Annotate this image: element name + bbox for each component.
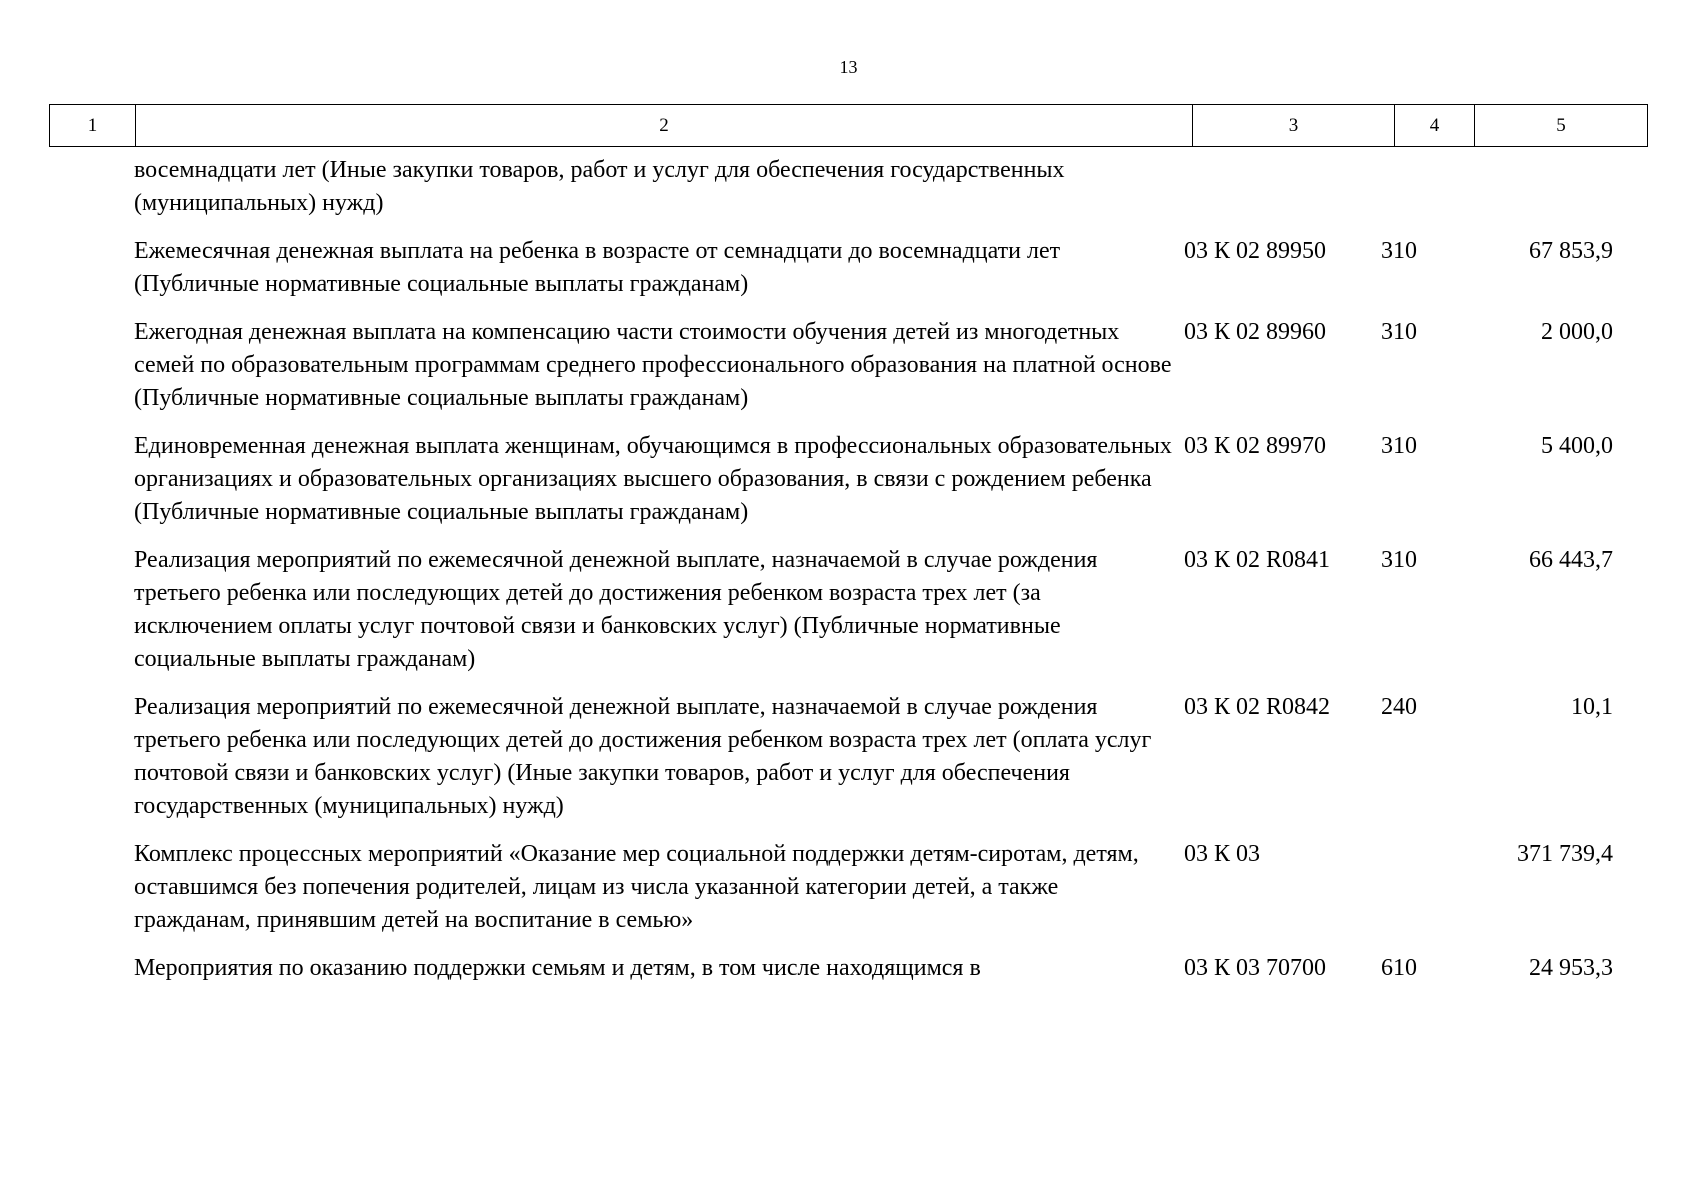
row-code [1177,154,1370,220]
row-type: 610 [1381,955,1417,981]
row-type: 310 [1381,238,1417,264]
row-name: Единовременная денежная выплата женщинам, обучающимся в профессиональных образовательных организациях и образовательных организациях высшего образования, в связи с рождением ребенка (Публичные нормативные социальные выплаты гражданам) [134,433,1172,525]
column-header-4: 4 [1395,105,1475,147]
row-index-cell [49,838,134,937]
page-number: 13 [839,57,858,77]
table-row [49,691,1639,823]
row-name: Ежегодная денежная выплата на компенсацию части стоимости обучения детей из многодетных семей по образовательным программам среднего профессионального образования на платной основе (Публичные нормативные социальные выплаты гражданам) [134,319,1172,411]
row-type: 240 [1381,694,1417,720]
row-amount: 24 953,3 [1529,955,1613,981]
row-amount: 371 739,4 [1517,841,1613,867]
row-code: 03 К 02 89960 [1184,319,1327,345]
table-header [49,104,1648,147]
row-index-cell [49,316,134,415]
table-body [49,154,1639,1000]
row-code: 03 К 02 R0842 [1184,694,1331,720]
column-header-2: 2 [136,105,1193,147]
row-type [1370,154,1438,220]
row-name: Комплекс процессных мероприятий «Оказание мер социальной поддержки детям-сиротам, детям, оставшимся без попечения родителей, лицам из числа указанной категории детей, а также гражданам, принявшим детей на воспитание в семью» [134,841,1139,933]
column-header-1: 1 [50,105,136,147]
row-type: 310 [1381,433,1417,459]
row-name: Ежемесячная денежная выплата на ребенка в возрасте от семнадцати до восемнадцати лет (Публичные нормативные социальные выплаты гражданам) [134,238,1061,297]
table-row [49,235,1639,301]
column-header-5: 5 [1475,105,1648,147]
row-index-cell [49,154,134,220]
row-code: 03 К 02 89950 [1184,238,1327,264]
row-index-cell [49,691,134,823]
row-code: 03 К 03 [1184,841,1261,867]
row-index-cell [49,430,134,529]
row-name: Реализация мероприятий по ежемесячной денежной выплате, назначаемой в случае рождения третьего ребенка или последующих детей до достижения ребенком возраста трех лет (оплата услуг почтовой связи и банковских услуг) (Иные закупки товаров, работ и услуг для обеспечения государственных (муниципальных) нужд) [134,694,1152,819]
row-amount: 2 000,0 [1541,319,1613,345]
table-row [49,544,1639,676]
row-code: 03 К 02 R0841 [1184,547,1331,573]
row-amount [1438,154,1621,220]
row-type [1370,838,1438,937]
row-index-cell [49,235,134,301]
table-row [49,154,1639,220]
row-amount: 5 400,0 [1541,433,1613,459]
column-header-3: 3 [1193,105,1395,147]
row-code: 03 К 03 70700 [1184,955,1327,981]
row-amount: 10,1 [1571,694,1613,720]
row-name: Реализация мероприятий по ежемесячной денежной выплате, назначаемой в случае рождения третьего ребенка или последующих детей до достижения ребенком возраста трех лет (за исключением оплаты услуг почтовой связи и банковских услуг) (Публичные нормативные социальные выплаты гражданам) [134,547,1098,672]
table-row [49,952,1639,985]
row-amount: 67 853,9 [1529,238,1613,264]
row-name: восемнадцати лет (Иные закупки товаров, работ и услуг для обеспечения государственных (муниципальных) нужд) [134,157,1065,216]
table-row [49,316,1639,415]
row-amount: 66 443,7 [1529,547,1613,573]
table-row [49,430,1639,529]
row-type: 310 [1381,547,1417,573]
row-code: 03 К 02 89970 [1184,433,1327,459]
row-index-cell [49,952,134,985]
table-row [49,838,1639,937]
row-type: 310 [1381,319,1417,345]
row-index-cell [49,544,134,676]
row-name: Мероприятия по оказанию поддержки семьям и детям, в том числе находящимся в [134,955,981,981]
